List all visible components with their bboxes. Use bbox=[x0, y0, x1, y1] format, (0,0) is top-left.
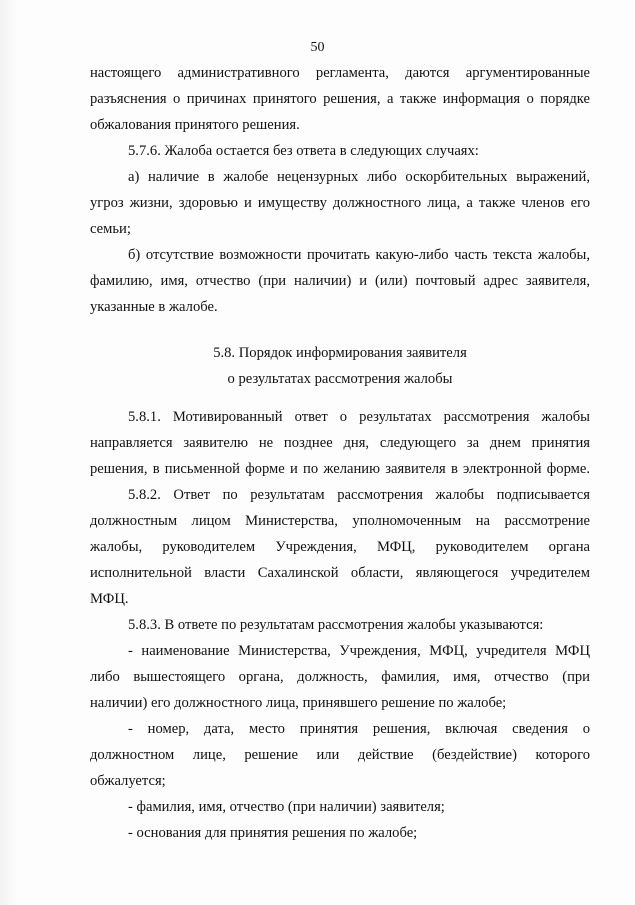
text-line: угроз жизни, здоровью и имуществу должностного лица, а также членов его bbox=[90, 195, 590, 211]
text-line: обжалования принятого решения. bbox=[90, 117, 300, 133]
text-line: исполнительной власти Сахалинской области, являющегося учредителем bbox=[90, 565, 590, 581]
paragraph-heading: 5.7.6. Жалоба остается без ответа в следующих случаях: bbox=[128, 143, 479, 159]
text-line: б) отсутствие возможности прочитать какую-либо часть текста жалобы, bbox=[128, 247, 590, 263]
list-item-line: - номер, дата, место принятия решения, включая сведения о bbox=[128, 721, 590, 737]
text-line: решения, в письменной форме и по желанию заявителя в электронной форме. bbox=[90, 461, 590, 477]
list-item-line: - фамилия, имя, отчество (при наличии) заявителя; bbox=[128, 799, 445, 815]
paragraph-continuation bbox=[90, 60, 590, 138]
scan-edge bbox=[0, 0, 18, 905]
paragraph-5-8-3 bbox=[90, 612, 590, 846]
list-item-line: либо вышестоящего органа, должность, фамилия, имя, отчество (при bbox=[90, 669, 590, 685]
text-line: указанные в жалобе. bbox=[90, 299, 218, 315]
text-line: МФЦ. bbox=[90, 591, 129, 607]
text-line: семьи; bbox=[90, 221, 131, 237]
list-item-line: должностном лице, решение или действие (бездействие) которого bbox=[90, 747, 590, 763]
text-line: а) наличие в жалобе нецензурных либо оскорбительных выражений, bbox=[128, 169, 590, 185]
text-line: должностным лицом Министерства, уполномоченным на рассмотрение bbox=[90, 513, 590, 529]
text-line: направляется заявителю не позднее дня, следующего за днем принятия bbox=[90, 435, 590, 451]
list-item-line: наличии) его должностного лица, принявшего решение по жалобе; bbox=[90, 695, 507, 711]
section-title-line: 5.8. Порядок информирования заявителя bbox=[213, 345, 467, 361]
section-title bbox=[90, 340, 590, 392]
list-item-line: - основания для принятия решения по жалобе; bbox=[128, 825, 418, 841]
section-title-line: о результатах рассмотрения жалобы bbox=[227, 371, 453, 387]
text-line: 5.8.1. Мотивированный ответ о результатах рассмотрения жалобы bbox=[128, 409, 590, 425]
paragraph-heading: 5.8.3. В ответе по результатам рассмотрения жалобы указываются: bbox=[128, 617, 544, 633]
text-line: настоящего административного регламента, даются аргументированные bbox=[90, 65, 590, 81]
paragraph-5-8-2 bbox=[90, 482, 590, 612]
text-line: фамилию, имя, отчество (при наличии) и (или) почтовый адрес заявителя, bbox=[90, 273, 590, 289]
page-number: 50 bbox=[310, 40, 325, 55]
text-line: 5.8.2. Ответ по результатам рассмотрения жалобы подписывается bbox=[128, 487, 590, 503]
list-item-line: обжалуется; bbox=[90, 773, 166, 789]
list-item-line: - наименование Министерства, Учреждения, МФЦ, учредителя МФЦ bbox=[128, 643, 590, 659]
text-line: разъяснения о причинах принятого решения, а также информация о порядке bbox=[90, 91, 590, 107]
paragraph-5-8-1 bbox=[90, 404, 590, 482]
paragraph-5-7-6 bbox=[90, 138, 590, 320]
text-line: жалобы, руководителем Учреждения, МФЦ, руководителем органа bbox=[90, 539, 590, 555]
